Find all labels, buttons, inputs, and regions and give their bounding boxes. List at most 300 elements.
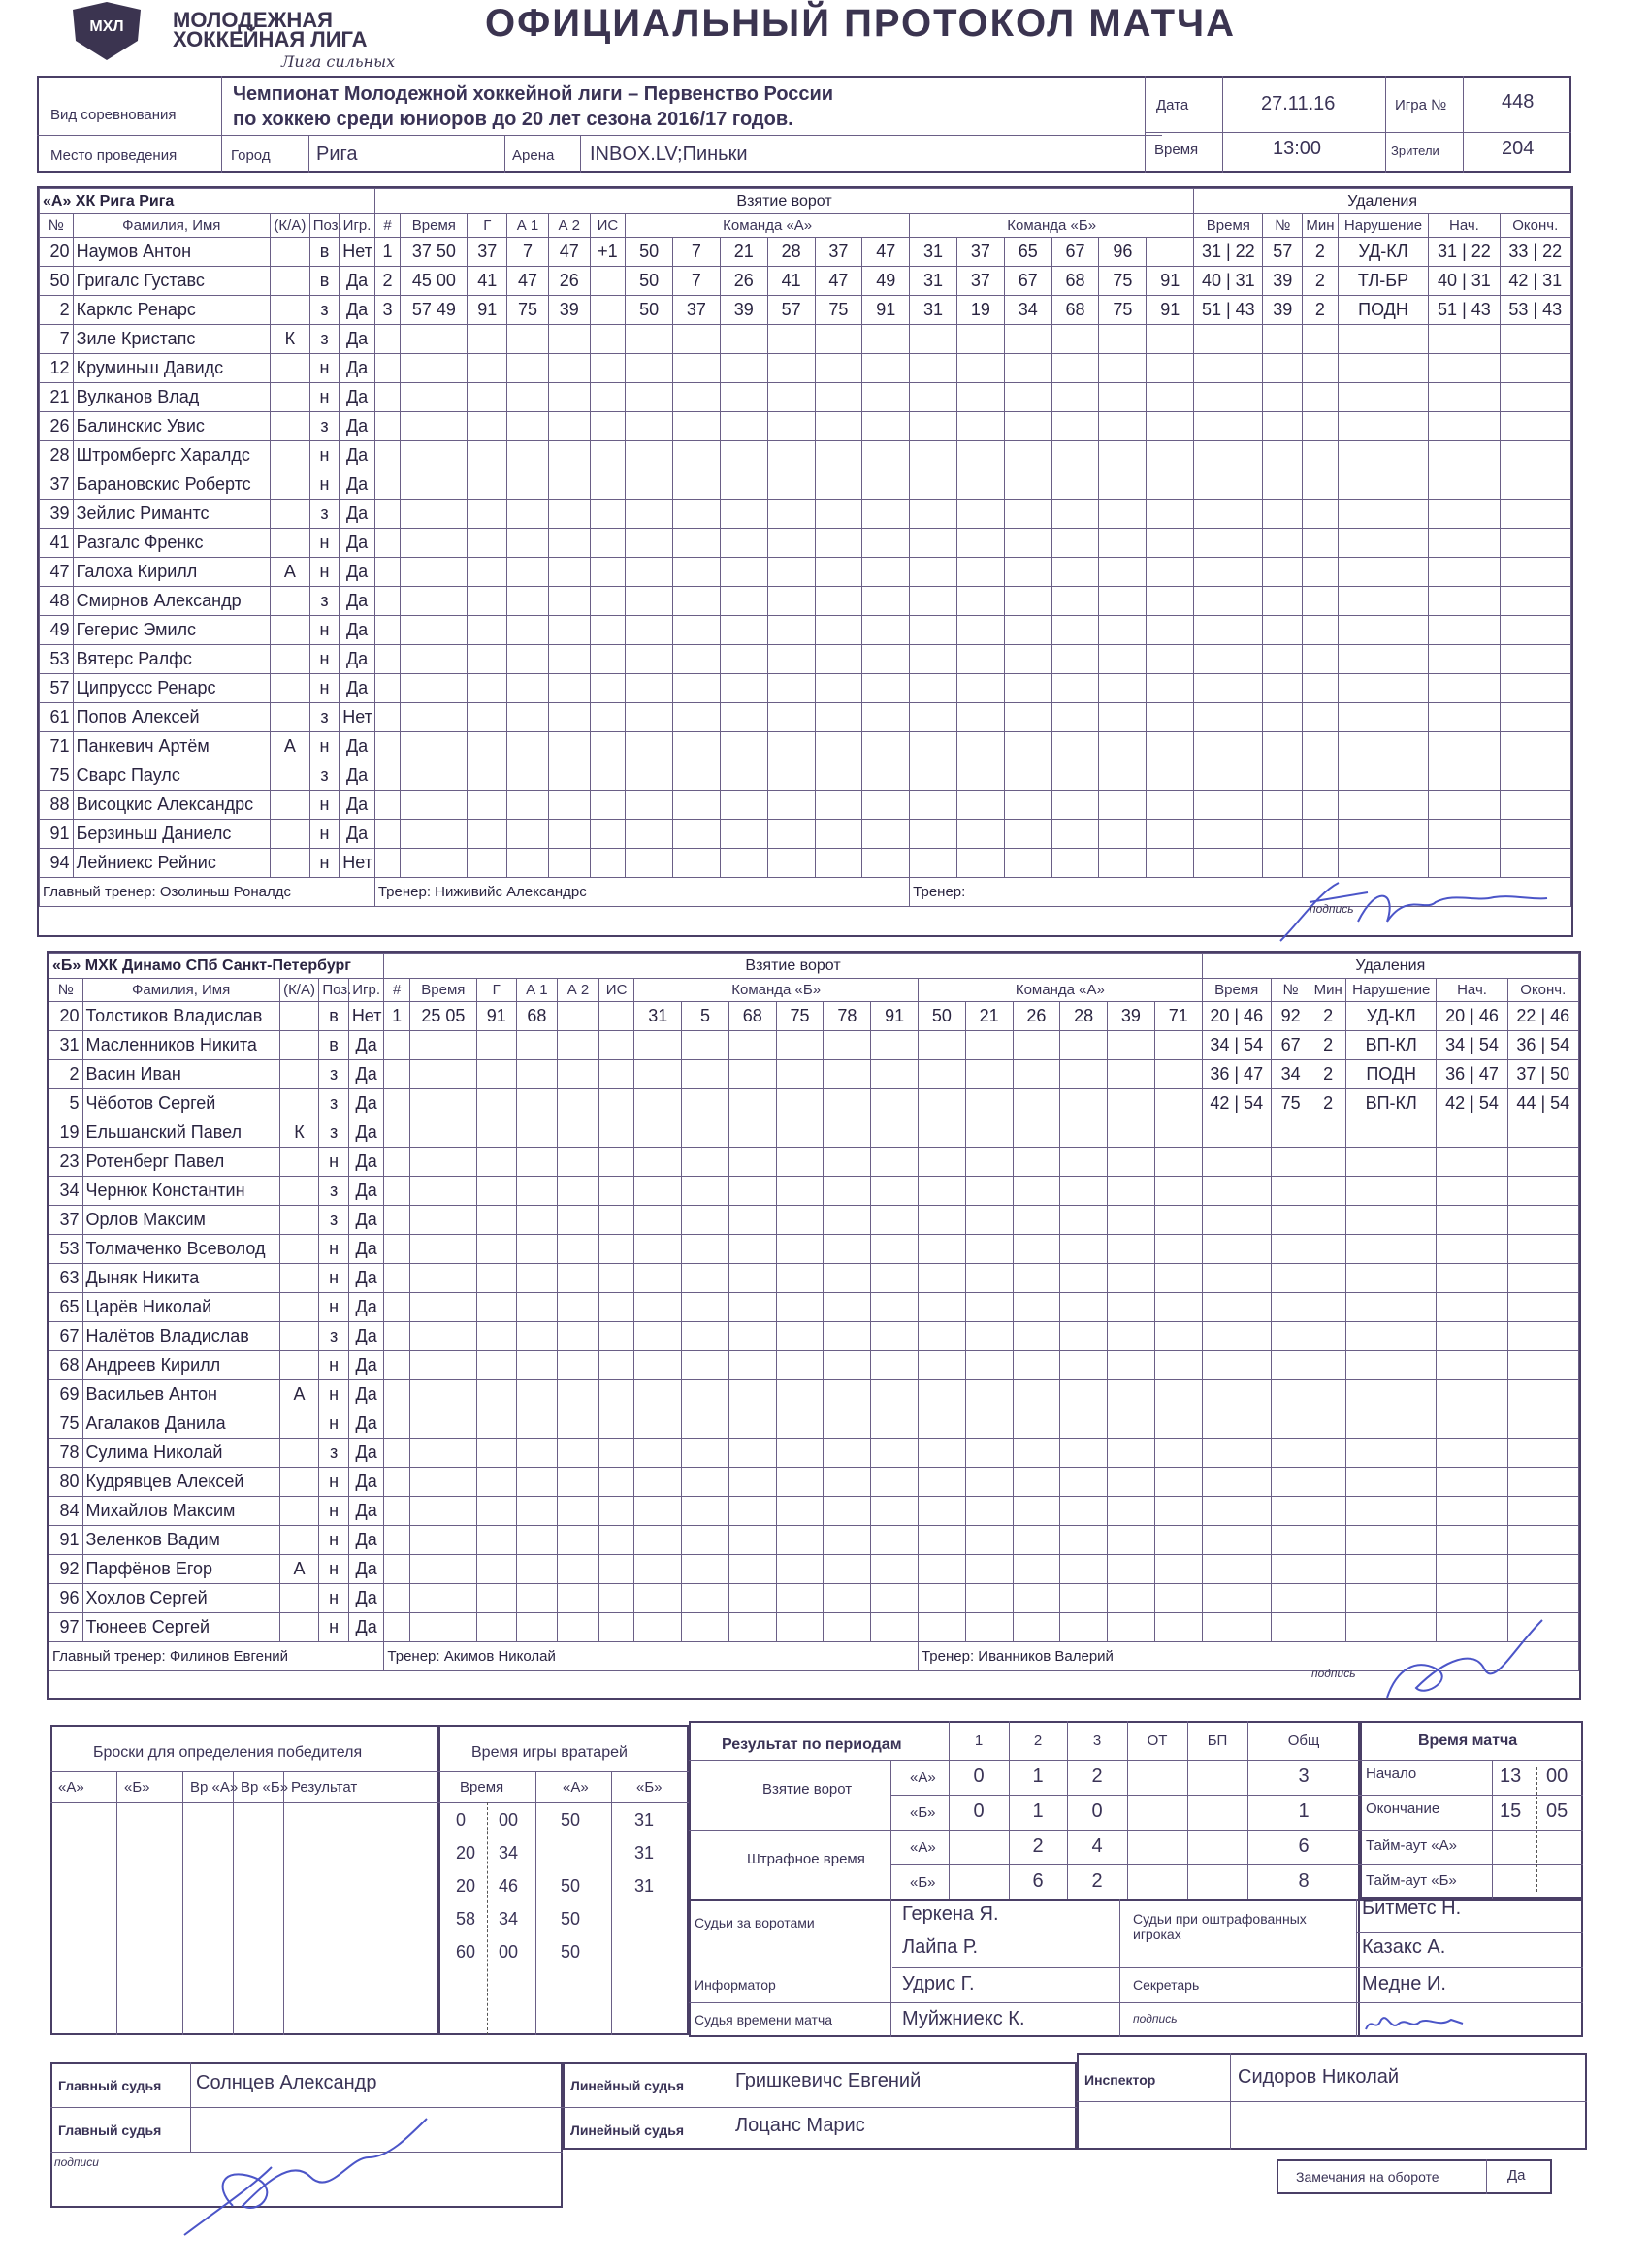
player-name: Орлов Максим bbox=[82, 1206, 279, 1235]
goal-situation bbox=[590, 470, 626, 500]
on-ice-own bbox=[682, 1322, 729, 1351]
goal-assist-1: 7 bbox=[507, 238, 549, 267]
on-ice-own bbox=[871, 1439, 919, 1468]
penalty-player bbox=[1263, 325, 1303, 354]
on-ice-opp bbox=[956, 412, 1004, 441]
player-position: н bbox=[309, 529, 340, 558]
on-ice-own bbox=[682, 1177, 729, 1206]
player-position: з bbox=[319, 1118, 348, 1148]
on-ice-opp bbox=[1004, 761, 1051, 791]
penalty-minutes bbox=[1303, 470, 1339, 500]
table-row bbox=[40, 732, 1571, 761]
secretary-signature bbox=[1362, 2006, 1469, 2035]
on-ice-own bbox=[767, 645, 815, 674]
penalty-start bbox=[1429, 791, 1500, 820]
period-goals-b-cell: 1 bbox=[1032, 1800, 1044, 1822]
on-ice-own bbox=[862, 616, 910, 645]
penalty-minutes bbox=[1310, 1468, 1346, 1497]
goal-index bbox=[374, 849, 400, 878]
on-ice-own bbox=[824, 1409, 871, 1439]
goal-index bbox=[384, 1206, 409, 1235]
player-played: Да bbox=[348, 1264, 384, 1293]
on-ice-opp bbox=[910, 587, 957, 616]
shootout-col-4: Результат bbox=[291, 1779, 358, 1796]
goal-assist-2 bbox=[558, 1555, 599, 1584]
goal-scorer: 91 bbox=[476, 1002, 516, 1031]
player-played: Да bbox=[348, 1206, 384, 1235]
penalty-player: 39 bbox=[1263, 267, 1303, 296]
on-ice-opp bbox=[1154, 1526, 1202, 1555]
goalie-col-b: «Б» bbox=[636, 1779, 663, 1796]
referee-signature bbox=[165, 2099, 436, 2245]
on-ice-own bbox=[720, 674, 767, 703]
goalie-row-a: 50 bbox=[561, 1942, 581, 1961]
penalty-player bbox=[1263, 674, 1303, 703]
goal-situation bbox=[598, 1497, 634, 1526]
on-ice-own bbox=[720, 441, 767, 470]
on-ice-own bbox=[871, 1293, 919, 1322]
on-ice-opp: 39 bbox=[1108, 1002, 1155, 1031]
penalty-player bbox=[1263, 470, 1303, 500]
player-role bbox=[271, 354, 310, 383]
penalty-start bbox=[1429, 558, 1500, 587]
goal-assist-1 bbox=[516, 1060, 558, 1089]
on-ice-opp bbox=[910, 500, 957, 529]
penalty-violation bbox=[1338, 587, 1429, 616]
goalie-col-time: Время bbox=[460, 1779, 504, 1796]
goal-scorer bbox=[468, 616, 507, 645]
table-row bbox=[49, 1060, 1579, 1089]
on-ice-opp bbox=[1051, 587, 1099, 616]
on-ice-opp bbox=[1154, 1148, 1202, 1177]
goal-scorer bbox=[476, 1409, 516, 1439]
penalty-minutes: 2 bbox=[1310, 1002, 1346, 1031]
on-ice-opp bbox=[1060, 1118, 1108, 1148]
penalty-violation bbox=[1338, 325, 1429, 354]
player-position: в bbox=[319, 1031, 348, 1060]
player-name: Балинскис Увис bbox=[73, 412, 270, 441]
goal-time bbox=[401, 849, 468, 878]
on-ice-own bbox=[871, 1118, 919, 1148]
on-ice-opp bbox=[1060, 1293, 1108, 1322]
on-ice-own bbox=[815, 529, 862, 558]
on-ice-opp bbox=[1004, 412, 1051, 441]
team-a-goals-header: Взятие ворот bbox=[374, 189, 1193, 214]
goal-assist-1 bbox=[507, 703, 549, 732]
player-name: Штромбергс Харалдс bbox=[73, 441, 270, 470]
penalty-time bbox=[1202, 1235, 1271, 1264]
goal-index: 1 bbox=[374, 238, 400, 267]
on-ice-own: 75 bbox=[815, 296, 862, 325]
table-row bbox=[40, 412, 1571, 441]
on-ice-opp bbox=[910, 761, 957, 791]
league-name-line2: ХОККЕЙНАЯ ЛИГА bbox=[173, 27, 368, 51]
on-ice-own bbox=[673, 354, 721, 383]
penalty-violation bbox=[1338, 732, 1429, 761]
player-number: 5 bbox=[49, 1089, 83, 1118]
on-ice-own bbox=[720, 616, 767, 645]
penalty-end bbox=[1507, 1380, 1578, 1409]
goal-assist-2 bbox=[558, 1526, 599, 1555]
on-ice-own bbox=[824, 1497, 871, 1526]
on-ice-own bbox=[673, 529, 721, 558]
player-position: н bbox=[319, 1351, 348, 1380]
team-a-pen-col-1: № bbox=[1263, 214, 1303, 238]
on-ice-own bbox=[776, 1293, 824, 1322]
team-b-goals-header: Взятие ворот bbox=[384, 954, 1202, 979]
on-ice-opp bbox=[965, 1235, 1013, 1264]
goal-assist-2 bbox=[548, 703, 590, 732]
goal-assist-2: 39 bbox=[548, 296, 590, 325]
period-col-4: БП bbox=[1207, 1733, 1228, 1749]
goal-assist-2 bbox=[558, 1468, 599, 1497]
on-ice-own bbox=[776, 1526, 824, 1555]
on-ice-opp bbox=[1108, 1526, 1155, 1555]
on-ice-own bbox=[824, 1584, 871, 1613]
penalty-time bbox=[1194, 325, 1263, 354]
player-role bbox=[279, 1497, 319, 1526]
on-ice-opp bbox=[1108, 1118, 1155, 1148]
goal-situation bbox=[590, 529, 626, 558]
player-role bbox=[279, 1322, 319, 1351]
goal-situation bbox=[590, 732, 626, 761]
mhl-logo bbox=[68, 2, 175, 60]
match-start-label: Начало bbox=[1366, 1766, 1417, 1782]
penalty-end bbox=[1500, 558, 1570, 587]
table-row bbox=[49, 1293, 1579, 1322]
goal-time bbox=[401, 325, 468, 354]
goal-situation bbox=[598, 1206, 634, 1235]
on-ice-own bbox=[626, 703, 673, 732]
goal-index bbox=[384, 1264, 409, 1293]
on-ice-own bbox=[682, 1584, 729, 1613]
on-ice-own: 68 bbox=[728, 1002, 776, 1031]
goalie-row-min: 60 bbox=[456, 1942, 476, 1961]
on-ice-own bbox=[682, 1468, 729, 1497]
goal-time bbox=[401, 412, 468, 441]
penalty-start bbox=[1437, 1351, 1507, 1380]
on-ice-opp bbox=[1013, 1206, 1060, 1235]
on-ice-own bbox=[776, 1235, 824, 1264]
on-ice-own bbox=[682, 1118, 729, 1148]
penalty-player: 92 bbox=[1271, 1002, 1310, 1031]
goal-index bbox=[384, 1089, 409, 1118]
on-ice-opp: 67 bbox=[1051, 238, 1099, 267]
team-b-signature bbox=[1358, 1610, 1552, 1707]
on-ice-opp bbox=[910, 820, 957, 849]
player-number: 97 bbox=[49, 1613, 83, 1642]
penalty-end: 53 | 43 bbox=[1500, 296, 1570, 325]
on-ice-opp bbox=[1013, 1497, 1060, 1526]
penalty-violation bbox=[1345, 1468, 1436, 1497]
goal-index bbox=[374, 354, 400, 383]
time-label: Время bbox=[1154, 142, 1199, 158]
on-ice-opp bbox=[956, 587, 1004, 616]
player-role: К bbox=[271, 325, 310, 354]
on-ice-opp bbox=[910, 529, 957, 558]
on-ice-opp bbox=[1013, 1526, 1060, 1555]
on-ice-own bbox=[682, 1060, 729, 1089]
on-ice-opp bbox=[956, 441, 1004, 470]
on-ice-opp bbox=[1108, 1206, 1155, 1235]
on-ice-opp bbox=[918, 1148, 965, 1177]
goalie-row-a: 50 bbox=[561, 1810, 581, 1830]
penalty-time: 20 | 46 bbox=[1202, 1002, 1271, 1031]
on-ice-own bbox=[728, 1380, 776, 1409]
date-value: 27.11.16 bbox=[1261, 93, 1336, 114]
on-ice-own bbox=[682, 1148, 729, 1177]
on-ice-own: 37 bbox=[815, 238, 862, 267]
period-col-5: Общ bbox=[1287, 1733, 1320, 1749]
match-start-min: 00 bbox=[1546, 1766, 1568, 1787]
on-ice-own bbox=[626, 441, 673, 470]
player-played: Да bbox=[340, 470, 375, 500]
on-ice-own bbox=[824, 1293, 871, 1322]
goal-time bbox=[409, 1148, 476, 1177]
penalty-start bbox=[1437, 1380, 1507, 1409]
on-ice-own bbox=[815, 587, 862, 616]
penalty-end: 37 | 50 bbox=[1507, 1060, 1578, 1089]
penalty-end bbox=[1507, 1264, 1578, 1293]
goal-assist-1 bbox=[516, 1555, 558, 1584]
goal-scorer bbox=[476, 1060, 516, 1089]
penalty-time: 42 | 54 bbox=[1202, 1089, 1271, 1118]
player-position: н bbox=[319, 1148, 348, 1177]
on-ice-own bbox=[634, 1409, 682, 1439]
player-position: з bbox=[309, 587, 340, 616]
goal-assist-2 bbox=[548, 820, 590, 849]
table-row bbox=[40, 529, 1571, 558]
goal-assist-2 bbox=[558, 1031, 599, 1060]
on-ice-opp bbox=[1147, 616, 1194, 645]
on-ice-opp bbox=[1154, 1089, 1202, 1118]
penalty-time bbox=[1194, 354, 1263, 383]
player-number: 39 bbox=[40, 500, 74, 529]
team-a-pen-col-3: Нарушение bbox=[1338, 214, 1429, 238]
on-ice-opp bbox=[1004, 441, 1051, 470]
on-ice-opp bbox=[1004, 558, 1051, 587]
penalty-player: 34 bbox=[1271, 1060, 1310, 1089]
on-ice-opp bbox=[1154, 1584, 1202, 1613]
player-number: 78 bbox=[49, 1439, 83, 1468]
table-row bbox=[40, 587, 1571, 616]
on-ice-own bbox=[767, 470, 815, 500]
on-ice-opp: 34 bbox=[1004, 296, 1051, 325]
penalty-violation bbox=[1345, 1148, 1436, 1177]
player-number: 63 bbox=[49, 1264, 83, 1293]
player-name: Разгалс Френкс bbox=[73, 529, 270, 558]
goal-assist-1 bbox=[516, 1584, 558, 1613]
penalty-start bbox=[1437, 1235, 1507, 1264]
team-a-col-2: (К/А) bbox=[271, 214, 310, 238]
on-ice-own bbox=[824, 1526, 871, 1555]
penalty-player bbox=[1263, 732, 1303, 761]
on-ice-opp bbox=[1099, 587, 1147, 616]
secretary-label: Секретарь bbox=[1133, 1977, 1200, 1993]
goal-index bbox=[374, 500, 400, 529]
on-ice-own bbox=[815, 500, 862, 529]
penalty-minutes bbox=[1310, 1118, 1346, 1148]
on-ice-own bbox=[862, 354, 910, 383]
penalty-minutes bbox=[1303, 441, 1339, 470]
on-ice-opp bbox=[1108, 1380, 1155, 1409]
on-ice-opp bbox=[1060, 1439, 1108, 1468]
on-ice-own bbox=[728, 1584, 776, 1613]
goal-index bbox=[374, 703, 400, 732]
goal-situation bbox=[598, 1555, 634, 1584]
player-role bbox=[271, 412, 310, 441]
goal-time: 37 50 bbox=[401, 238, 468, 267]
on-ice-own bbox=[871, 1380, 919, 1409]
table-row bbox=[40, 616, 1571, 645]
on-ice-opp bbox=[1154, 1118, 1202, 1148]
goal-situation bbox=[590, 703, 626, 732]
on-ice-opp bbox=[918, 1206, 965, 1235]
penalty-start bbox=[1437, 1148, 1507, 1177]
penalty-start bbox=[1437, 1468, 1507, 1497]
on-ice-opp bbox=[1147, 849, 1194, 878]
goal-situation bbox=[598, 1380, 634, 1409]
on-ice-own bbox=[634, 1380, 682, 1409]
period-col-1: 2 bbox=[1033, 1733, 1043, 1749]
on-ice-own bbox=[862, 383, 910, 412]
period-pim-b-cell: 6 bbox=[1032, 1870, 1044, 1892]
penalty-end: 44 | 54 bbox=[1507, 1089, 1578, 1118]
on-ice-opp bbox=[1154, 1177, 1202, 1206]
on-ice-own bbox=[776, 1351, 824, 1380]
player-role bbox=[279, 1584, 319, 1613]
on-ice-own bbox=[682, 1264, 729, 1293]
league-slogan: Лига сильных bbox=[281, 52, 396, 71]
on-ice-opp bbox=[1147, 529, 1194, 558]
on-ice-opp bbox=[1051, 849, 1099, 878]
document-title: ОФИЦИАЛЬНЫЙ ПРОТОКОЛ МАТЧА bbox=[485, 2, 1236, 45]
on-ice-opp bbox=[910, 674, 957, 703]
goal-time bbox=[401, 791, 468, 820]
competition-line1: Чемпионат Молодежной хоккейной лиги – Первенство России bbox=[233, 83, 834, 105]
goal-assist-2 bbox=[558, 1060, 599, 1089]
on-ice-opp bbox=[1108, 1148, 1155, 1177]
goal-assist-2 bbox=[548, 325, 590, 354]
player-position: н bbox=[319, 1235, 348, 1264]
on-ice-own bbox=[776, 1177, 824, 1206]
goal-assist-2 bbox=[558, 1584, 599, 1613]
penalty-player bbox=[1263, 761, 1303, 791]
on-ice-own bbox=[626, 761, 673, 791]
goal-scorer bbox=[468, 412, 507, 441]
on-ice-opp bbox=[1108, 1584, 1155, 1613]
on-ice-opp bbox=[1147, 703, 1194, 732]
on-ice-opp bbox=[910, 703, 957, 732]
player-played: Да bbox=[340, 441, 375, 470]
on-ice-opp bbox=[918, 1031, 965, 1060]
on-ice-own bbox=[824, 1264, 871, 1293]
goal-assist-1: 75 bbox=[507, 296, 549, 325]
penalty-minutes: 2 bbox=[1310, 1089, 1346, 1118]
on-ice-opp bbox=[1154, 1293, 1202, 1322]
on-ice-own bbox=[720, 849, 767, 878]
player-position: з bbox=[319, 1206, 348, 1235]
on-ice-opp: 65 bbox=[1004, 238, 1051, 267]
penalty-player bbox=[1263, 791, 1303, 820]
player-number: 65 bbox=[49, 1293, 83, 1322]
on-ice-opp bbox=[1051, 500, 1099, 529]
goal-assist-1 bbox=[516, 1380, 558, 1409]
player-played: Да bbox=[348, 1118, 384, 1148]
on-ice-opp bbox=[1154, 1439, 1202, 1468]
inspector-label: Инспектор bbox=[1084, 2072, 1156, 2088]
penalty-start bbox=[1429, 325, 1500, 354]
player-position: н bbox=[319, 1293, 348, 1322]
on-ice-opp bbox=[1060, 1409, 1108, 1439]
goal-scorer bbox=[476, 1264, 516, 1293]
on-ice-opp bbox=[1051, 354, 1099, 383]
on-ice-opp bbox=[956, 674, 1004, 703]
on-ice-own bbox=[776, 1206, 824, 1235]
player-number: 23 bbox=[49, 1148, 83, 1177]
on-ice-own bbox=[871, 1409, 919, 1439]
penalty-violation bbox=[1345, 1118, 1436, 1148]
player-position: н bbox=[319, 1555, 348, 1584]
table-row bbox=[49, 1089, 1579, 1118]
on-ice-opp bbox=[1099, 849, 1147, 878]
player-position: з bbox=[309, 325, 340, 354]
goal-time bbox=[409, 1031, 476, 1060]
goal-time: 45 00 bbox=[401, 267, 468, 296]
on-ice-opp: 19 bbox=[956, 296, 1004, 325]
goal-time bbox=[409, 1206, 476, 1235]
penalty-start bbox=[1429, 470, 1500, 500]
period-col-3: ОТ bbox=[1147, 1733, 1168, 1749]
penalty-player bbox=[1271, 1409, 1310, 1439]
on-ice-own bbox=[634, 1206, 682, 1235]
goal-scorer: 41 bbox=[468, 267, 507, 296]
penalty-end bbox=[1500, 470, 1570, 500]
goal-assist-2 bbox=[548, 791, 590, 820]
on-ice-opp bbox=[918, 1526, 965, 1555]
goal-time bbox=[401, 587, 468, 616]
player-number: 2 bbox=[49, 1060, 83, 1089]
player-name: Налётов Владислав bbox=[82, 1322, 279, 1351]
goal-index bbox=[384, 1497, 409, 1526]
shootout-col-3: Вр «Б» bbox=[241, 1779, 289, 1796]
on-ice-own bbox=[626, 500, 673, 529]
table-row bbox=[49, 1002, 1579, 1031]
player-role bbox=[279, 1526, 319, 1555]
periods-pim-label: Штрафное время bbox=[747, 1851, 865, 1867]
penalty-end bbox=[1500, 354, 1570, 383]
goal-assist-1 bbox=[516, 1206, 558, 1235]
on-ice-opp bbox=[910, 470, 957, 500]
player-position: з bbox=[309, 703, 340, 732]
on-ice-own bbox=[862, 820, 910, 849]
goal-index bbox=[374, 441, 400, 470]
on-ice-own bbox=[767, 761, 815, 791]
player-played: Да bbox=[348, 1468, 384, 1497]
on-ice-own bbox=[776, 1555, 824, 1584]
on-ice-opp bbox=[965, 1148, 1013, 1177]
goal-assist-2 bbox=[558, 1380, 599, 1409]
penalty-start bbox=[1429, 703, 1500, 732]
player-played: Да bbox=[348, 1293, 384, 1322]
periods-team-b-goals: «Б» bbox=[910, 1804, 936, 1821]
on-ice-opp bbox=[918, 1235, 965, 1264]
game-number-label: Игра № bbox=[1395, 97, 1447, 113]
on-ice-own bbox=[862, 470, 910, 500]
player-played: Да bbox=[348, 1148, 384, 1177]
goal-scorer bbox=[476, 1351, 516, 1380]
goal-situation bbox=[598, 1060, 634, 1089]
